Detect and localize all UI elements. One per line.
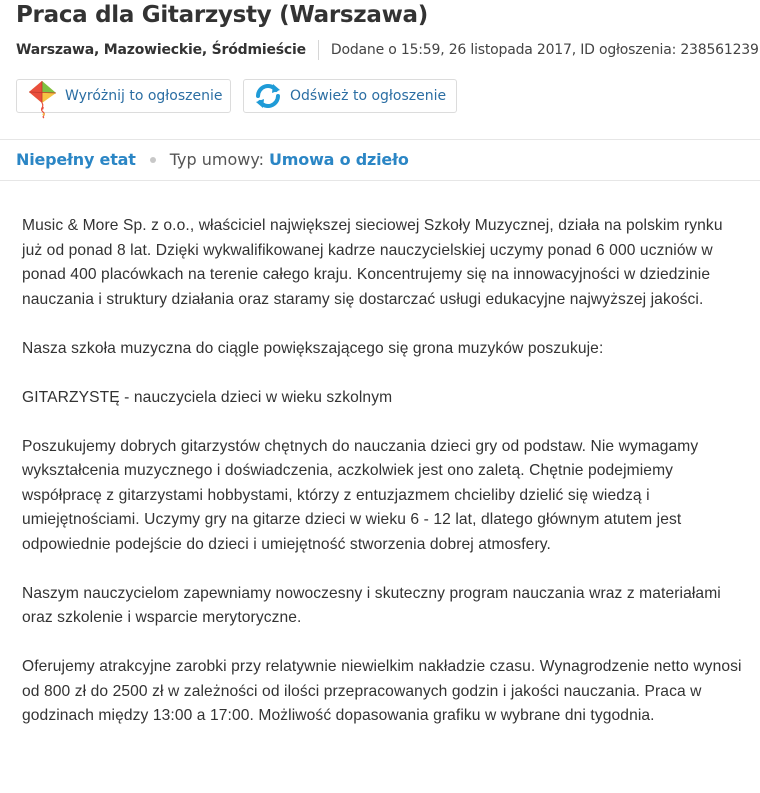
ad-location[interactable]: Warszawa, Mazowieckie, Śródmieście xyxy=(16,42,306,58)
kite-icon xyxy=(25,80,59,112)
promote-ad-label: Wyróżnij to ogłoszenie xyxy=(65,88,223,104)
refresh-ad-button[interactable] xyxy=(243,79,457,113)
description-paragraph: GITARZYSTĘ - nauczyciela dzieci w wieku szkolnym xyxy=(22,388,393,406)
description-paragraph: Music & More Sp. z o.o., właściciel największej sieciowej Szkoły Muzycznej, działa na polskim rynku już od ponad 8 lat. Dzięki wykwalifikowanej kadrze nauczycielskiej uczymy ponad 6 000 uczniów w ponad 400 placówkach na terenie całego kraju. Koncentrujemy się na innowacyjności w dziedzinie nauczania i struktury działania oraz staramy się dostarczać usługi edukacyjne najwyższej jakości. xyxy=(22,217,723,308)
promote-ad-button[interactable] xyxy=(16,79,231,113)
employment-type-link[interactable]: Niepełny etat xyxy=(16,150,136,169)
ad-params xyxy=(16,150,409,169)
contract-type-link[interactable]: Umowa o dzieło xyxy=(269,150,409,169)
ad-description xyxy=(22,214,742,753)
contract-type-label: Typ umowy: xyxy=(169,150,265,169)
description-paragraph: Naszym nauczycielom zapewniamy nowoczesny i skuteczny program nauczania wraz z materiałami oraz szkolenie i wsparcie merytoryczne. xyxy=(22,584,721,626)
refresh-icon xyxy=(252,80,284,112)
section-divider xyxy=(0,139,760,140)
ad-meta xyxy=(16,40,759,60)
description-paragraph: Poszukujemy dobrych gitarzystów chętnych do nauczania dzieci gry od podstaw. Nie wymagamy wykształcenia muzycznego i doświadczenia, aczkolwiek jest ono zaletą. Chętnie podejmiemy współpracę z gitarzystami hobbystami, którzy z entuzjazmem chcieliby dzielić się wiedzą i umiejętnościami. Uczymy gry na gitarze dzieci w wieku 6 - 12 lat, dlatego głównym atutem jest odpowiednie podejście do dzieci i umiejętność stworzenia dobrej atmosfery. xyxy=(22,437,699,553)
ad-added-info: Dodane o 15:59, 26 listopada 2017, ID ogłoszenia: 238561239 xyxy=(330,42,759,58)
section-divider xyxy=(0,180,760,181)
meta-separator xyxy=(318,40,319,60)
ad-title: Praca dla Gitarzysty (Warszawa) xyxy=(16,2,428,28)
description-paragraph: Oferujemy atrakcyjne zarobki przy relatywnie niewielkim nakładzie czasu. Wynagrodzenie netto wynosi od 800 zł do 2500 zł w zależności od ilości przepracowanych godzin i jakości nauczania. Praca w godzinach między 13:00 a 17:00. Możliwość dopasowania grafiku w wybrane dni tygodnia. xyxy=(22,658,742,724)
description-paragraph: Nasza szkoła muzyczna do ciągle powiększającego się grona muzyków poszukuje: xyxy=(22,339,604,357)
refresh-ad-label: Odśwież to ogłoszenie xyxy=(290,88,447,104)
bullet-separator xyxy=(150,157,156,163)
